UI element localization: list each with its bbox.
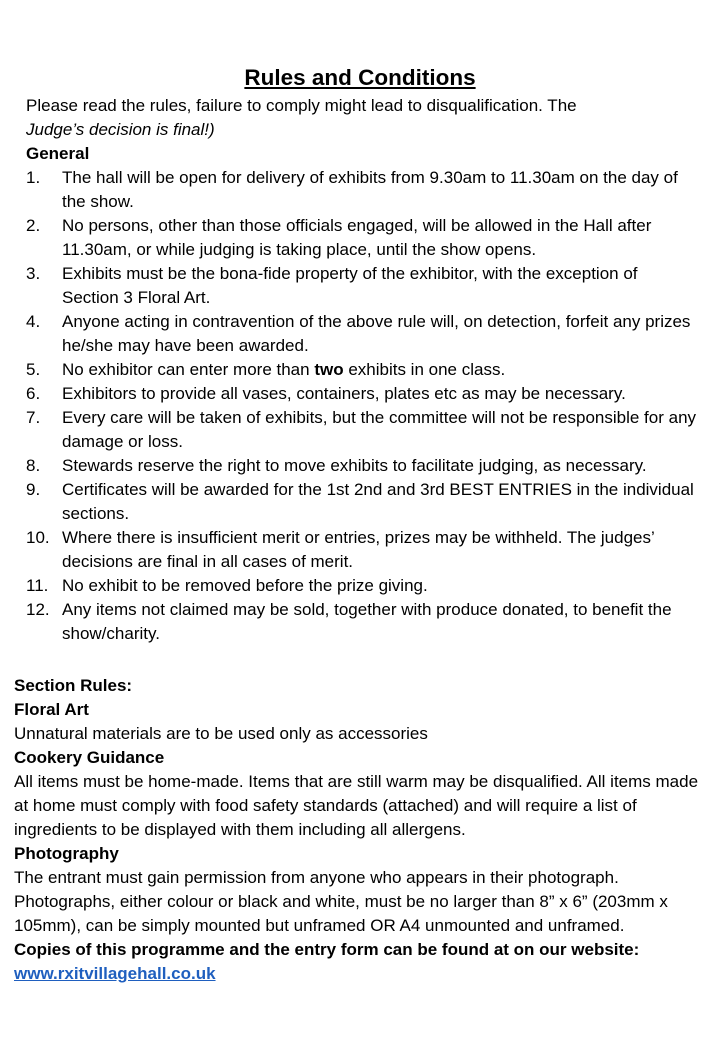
rule-text: Every care will be taken of exhibits, but the committee will not be responsible for any damage or loss. [62, 408, 697, 451]
rule-number: 11. [26, 576, 49, 595]
general-rules-list [26, 166, 698, 646]
section-rules-heading: Section Rules: [14, 676, 133, 695]
rule-number: 8. [26, 456, 41, 475]
cookery-text: All items must be home-made. Items that are still warm may be disqualified. All items made at home must comply with food safety standards (attached) and will require a list of ingredients to be displayed with them including all allergens. [14, 772, 699, 839]
rule-number: 5. [26, 360, 41, 379]
rule-text-post: exhibits in one class. [343, 360, 506, 379]
rule-text-emphasis: two [314, 360, 344, 379]
rule-number: 12. [26, 600, 50, 619]
cookery-heading: Cookery Guidance [14, 748, 165, 767]
rule-item [26, 214, 698, 262]
general-heading: General [26, 144, 90, 163]
intro-paragraph [26, 94, 706, 142]
rule-text: No exhibit to be removed before the prize giving. [62, 576, 428, 595]
rule-text: Exhibitors to provide all vases, containers, plates etc as may be necessary. [62, 384, 626, 403]
intro-line: Please read the rules, failure to comply might lead to disqualification. The [26, 96, 577, 115]
rule-number: 9. [26, 480, 41, 499]
rule-number: 3. [26, 264, 41, 283]
rule-item [26, 166, 698, 214]
rule-item [26, 574, 698, 598]
rule-text: Stewards reserve the right to move exhibits to facilitate judging, as necessary. [62, 456, 647, 475]
rule-number: 6. [26, 384, 41, 403]
rule-item [26, 406, 698, 454]
rule-number: 10. [26, 528, 50, 547]
rule-item [26, 454, 698, 478]
rule-number: 2. [26, 216, 41, 235]
rule-item [26, 310, 698, 358]
rule-item [26, 382, 698, 406]
rule-text: No persons, other than those officials engaged, will be allowed in the Hall after 11.30am, or while judging is taking place, until the show opens. [62, 216, 652, 259]
page-title: Rules and Conditions [244, 65, 476, 90]
rule-item [26, 358, 698, 382]
rule-text: Where there is insufficient merit or entries, prizes may be withheld. The judges’ decisions are final in all cases of merit. [62, 528, 655, 571]
rule-item [26, 478, 698, 526]
website-line [14, 962, 708, 986]
floral-art-text: Unnatural materials are to be used only as accessories [14, 724, 428, 743]
rule-number: 7. [26, 408, 41, 427]
rule-text-pre: No exhibitor can enter more than [62, 360, 315, 379]
section-rules [14, 674, 708, 986]
photography-text: The entrant must gain permission from anyone who appears in their photograph. Photographs, either colour or black and white, must be no larger than 8” x 6” (203mm x 105mm), can be simply mounted but unframed OR A4 unmounted and unframed. [14, 868, 668, 935]
rule-number: 1. [26, 168, 41, 187]
website-link[interactable]: www.rxitvillagehall.co.uk [14, 964, 216, 983]
rule-text: Certificates will be awarded for the 1st 2nd and 3rd BEST ENTRIES in the individual sections. [62, 480, 694, 523]
rule-item [26, 526, 698, 574]
intro-judge-note: Judge’s decision is final!) [26, 120, 215, 139]
rule-item [26, 262, 698, 310]
rule-text: The hall will be open for delivery of exhibits from 9.30am to 11.30am on the day of the show. [62, 168, 678, 211]
rule-item [26, 598, 698, 646]
rule-number: 4. [26, 312, 41, 331]
copies-note: Copies of this programme and the entry form can be found at on our website: [14, 940, 640, 959]
floral-art-heading: Floral Art [14, 700, 89, 719]
rule-text: Anyone acting in contravention of the above rule will, on detection, forfeit any prizes he/she may have been awarded. [62, 312, 691, 355]
photography-heading: Photography [14, 844, 119, 863]
rule-text: Any items not claimed may be sold, together with produce donated, to benefit the show/charity. [62, 600, 672, 643]
rule-text: Exhibits must be the bona-fide property of the exhibitor, with the exception of Section 3 Floral Art. [62, 264, 638, 307]
